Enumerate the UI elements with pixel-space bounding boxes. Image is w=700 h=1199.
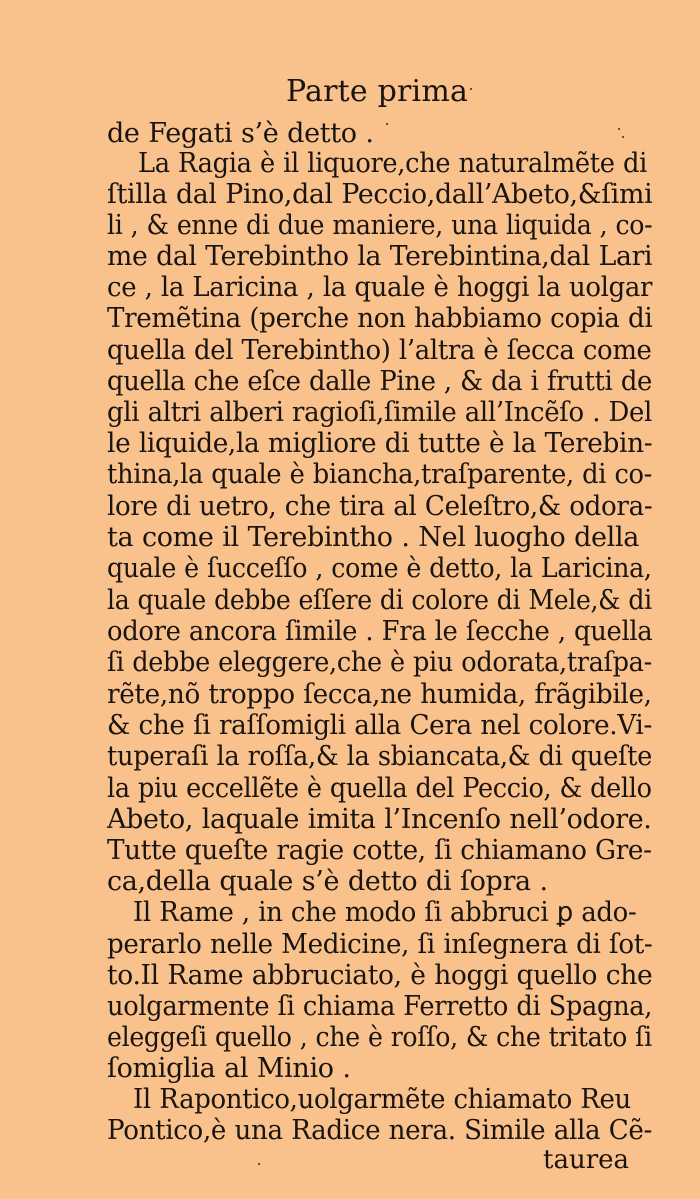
text-line: tuperaſi la roſſa,& la sbiancata,& di queſte [107, 741, 652, 772]
text-line: uolgarmente ſi chiama Ferretto di Spagna, [107, 991, 653, 1022]
running-header: Parte prima [286, 74, 469, 109]
text-line: ta come il Terebintho . Nel luogho della [107, 522, 639, 553]
text-line: la quale debbe eſſere di colore di Mele,& di [107, 585, 652, 616]
ink-speck [386, 123, 388, 125]
text-line: Pontico,è una Radice nera. Simile alla Cẽ- [107, 1115, 653, 1146]
text-line: li , & enne di due maniere, una liquida , co- [107, 210, 653, 241]
text-line: rẽte,nõ troppo ſecca,ne humida, frãgibile, [107, 679, 652, 710]
text-line: ca,della quale s’è detto di ſopra . [107, 866, 548, 897]
text-line: Il Rapontico,uolgarmẽte chiamato Reu [133, 1084, 631, 1115]
text-line: odore ancora ſimile . Fra le ſecche , quella [107, 616, 653, 647]
text-line: de Fegati s’è detto . [107, 118, 374, 149]
catchword: taurea [543, 1145, 630, 1175]
text-line: Tremẽtina (perche non habbiamo copia di [107, 303, 653, 334]
text-line: ſi debbe eleggere,che è piu odorata,traſpa- [107, 647, 652, 678]
text-line: La Ragia è il liquore,che naturalmẽte di [138, 148, 647, 179]
text-line: quella che eſce dalle Pine , & da i frutti de [107, 366, 652, 397]
ink-speck [258, 1163, 260, 1165]
ink-speck [618, 128, 620, 130]
text-line: la piu eccellẽte è quella del Peccio, & dello [107, 773, 652, 804]
text-line: Il Rame , in che modo ſi abbruci ꝑ ado- [133, 897, 637, 928]
text-line: le liquide,la migliore di tutte è la Terebin- [107, 428, 653, 459]
text-line: gli altri alberi ragioſi,ſimile all’Incẽſo . Del [107, 397, 652, 428]
text-line: thina,la quale è biancha,traſparente, di co- [107, 459, 652, 490]
text-line: ſtilla dal Pino,dal Peccio,dall’Abeto,&ſimi [107, 179, 653, 210]
text-line: quella del Terebintho) l’altra è ſecca come [107, 335, 652, 366]
text-line: lore di uetro, che tira al Celeſtro,& odora- [107, 491, 653, 522]
text-line: perarlo nelle Medicine, ſi inſegnera di ſot- [107, 929, 653, 960]
ink-speck [622, 136, 624, 138]
text-line: Abeto, laquale imita l’Incenſo nell’odore. [107, 804, 652, 835]
text-line: eleggeſi quello , che è roſſo, & che tritato ſi [107, 1022, 652, 1053]
text-line: Tutte queſte ragie cotte, ſi chiamano Gre- [107, 835, 652, 866]
text-line: to.Il Rame abbruciato, è hoggi quello che [107, 960, 653, 991]
text-line: ce , la Laricina , la quale è hoggi la uolgar [107, 272, 653, 303]
text-line: me dal Terebintho la Terebintina,dal Lari [107, 241, 653, 272]
text-line: quale è ſucceſſo , come è detto, la Laricina, [107, 553, 652, 584]
text-line: & che ſi raſſomigli alla Cera nel colore.Vi- [107, 710, 653, 741]
text-line: ſomiglia al Minio . [107, 1053, 351, 1084]
ink-speck [470, 88, 472, 90]
